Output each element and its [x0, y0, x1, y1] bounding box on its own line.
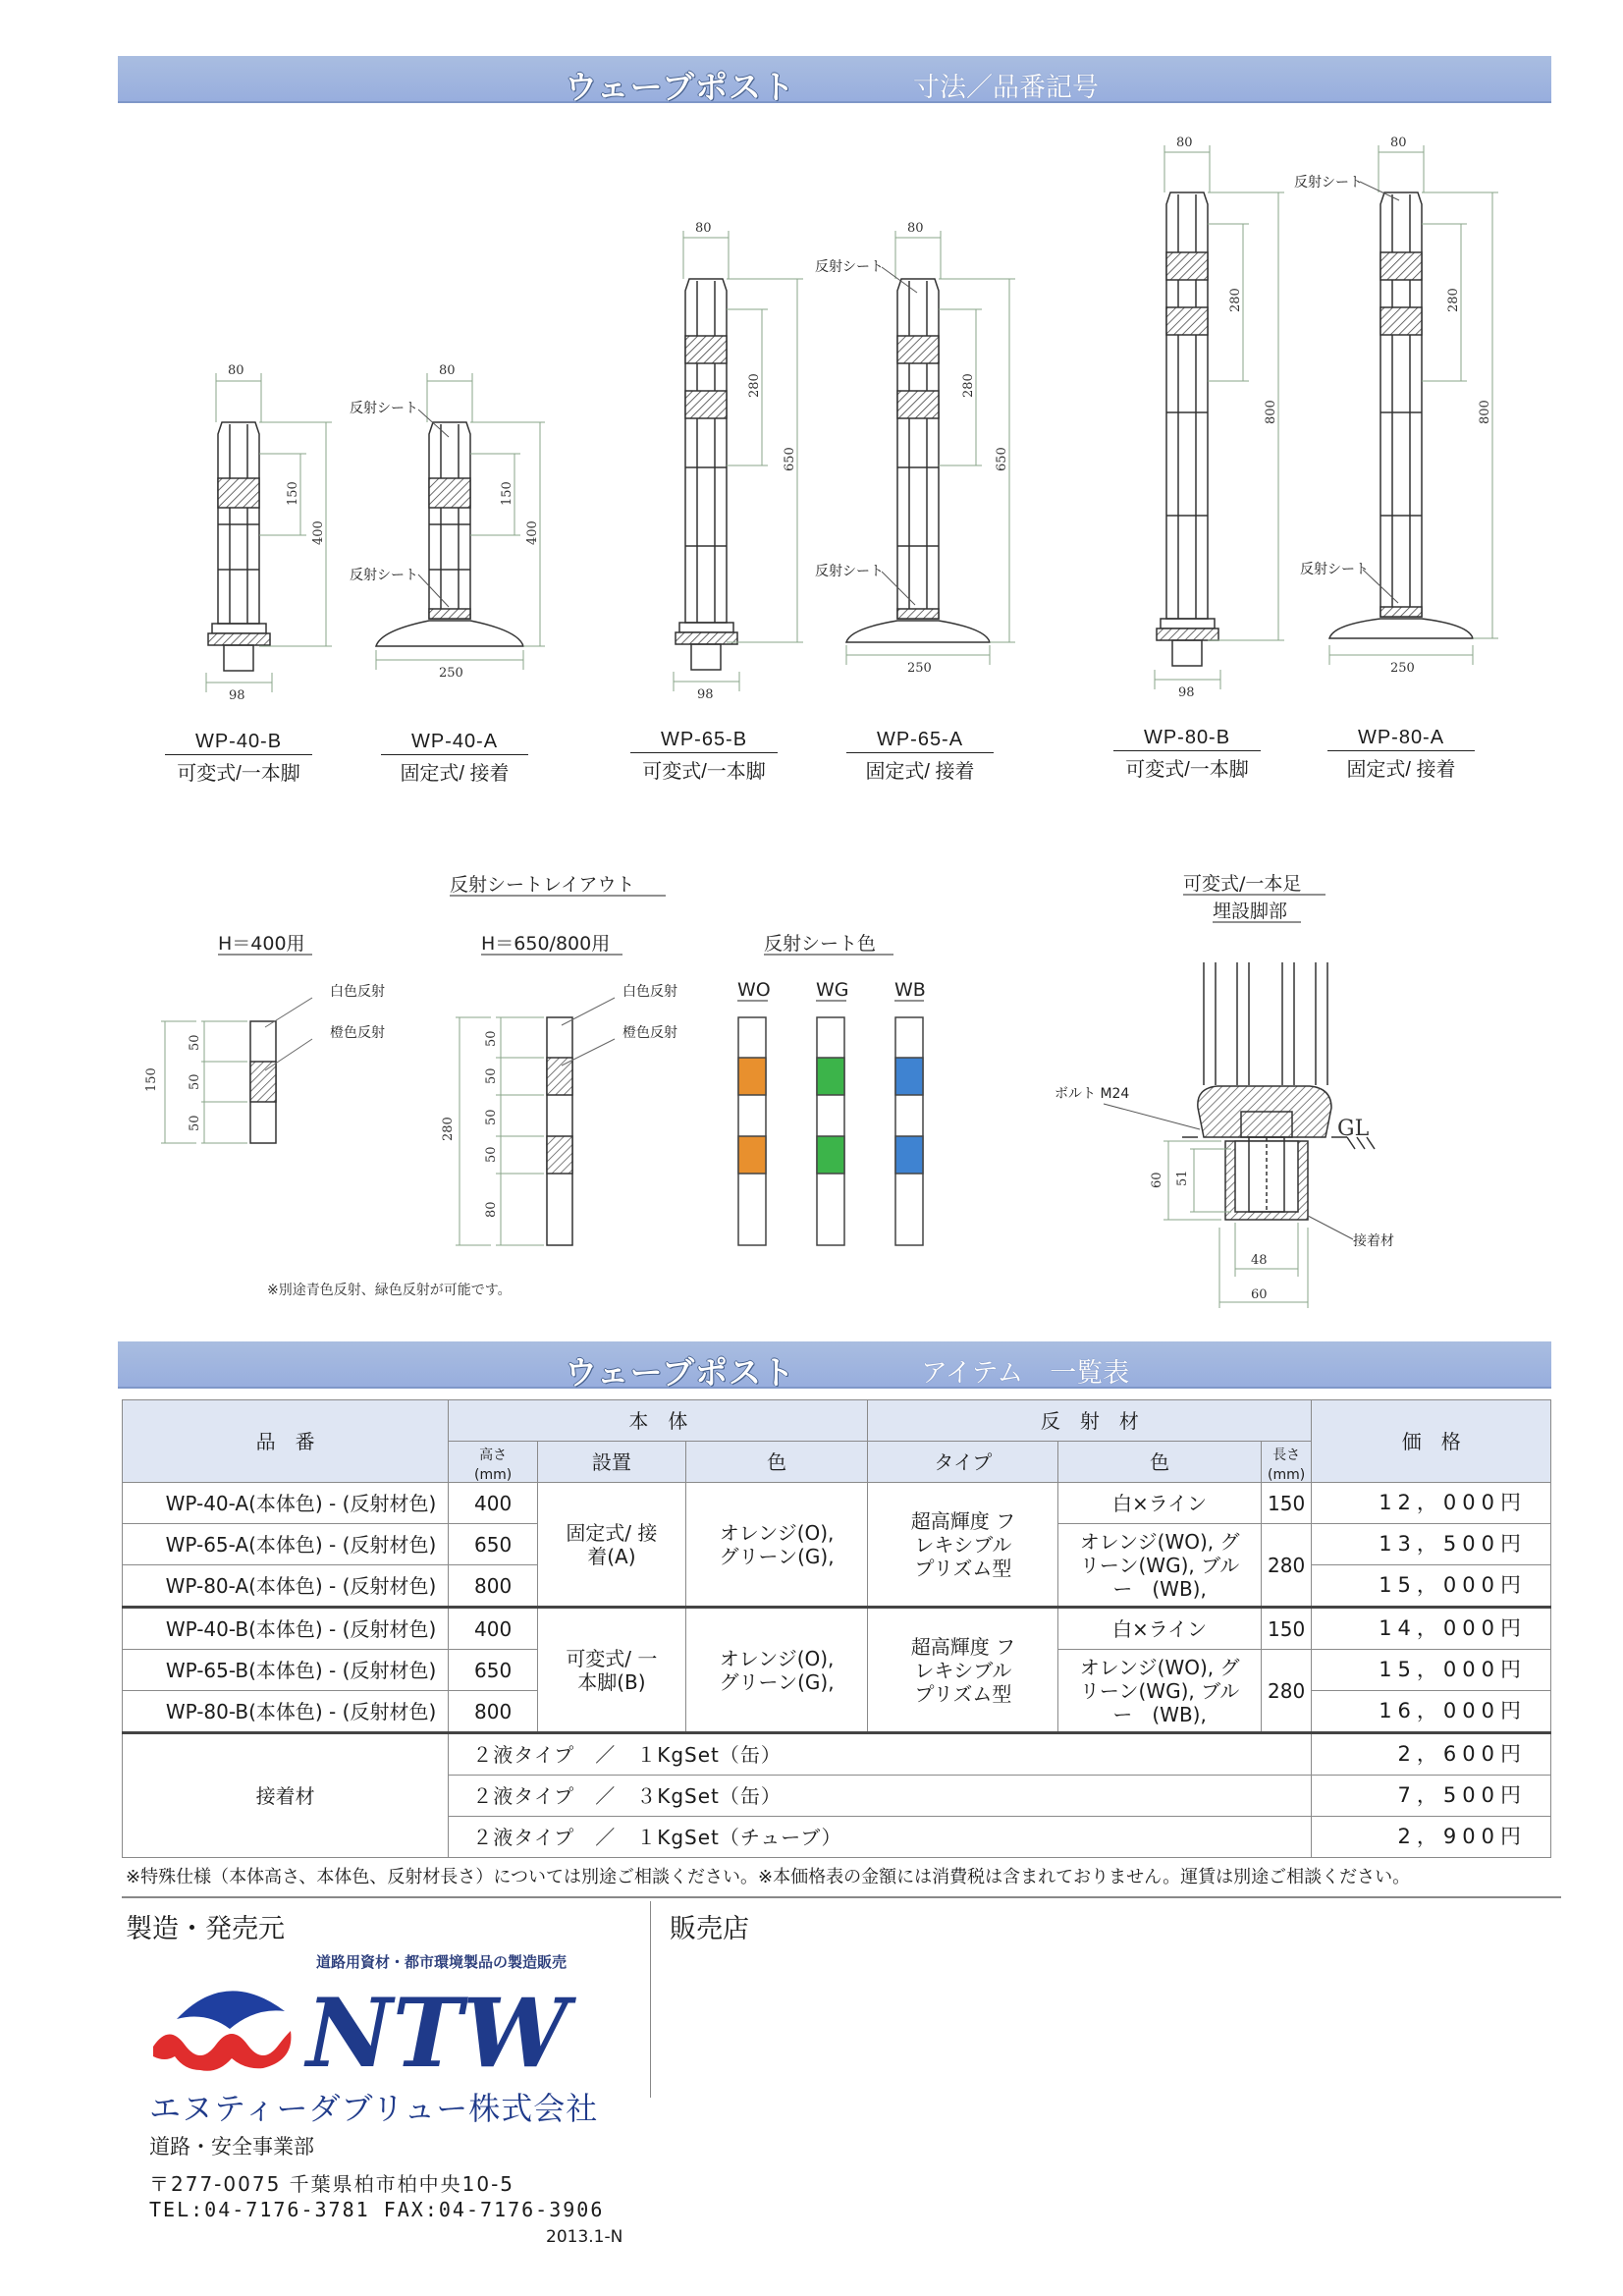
post-wp-65-b-drawing — [676, 279, 737, 670]
company-tagline: 道路用資材・都市環境製品の製造販売 — [316, 1953, 568, 1971]
post-label-wp-65-a — [846, 729, 994, 784]
color-code-wb: WB — [894, 979, 926, 1001]
logo-text: NTW — [306, 1978, 568, 2080]
dim-w98: 98 — [229, 688, 245, 703]
post-desc: 固定式/ 接着 — [400, 763, 510, 785]
bolt-label: ボルト M24 — [1055, 1086, 1130, 1102]
post-code: WP-40-A — [381, 731, 528, 755]
reflective-sheet-label: 反射シート — [1294, 175, 1363, 191]
reflector-length: 150 — [1261, 1483, 1312, 1524]
item-code: WP-40-A(本体色) - (反射材色) — [123, 1483, 449, 1524]
table-row — [123, 1733, 1551, 1776]
layout-title: 反射シートレイアウト — [450, 874, 635, 896]
table-row — [123, 1483, 1551, 1524]
color-band-wb-1 — [895, 1058, 923, 1095]
adhesive-desc: ２液タイプ ／ １KgSet（チューブ） — [449, 1817, 1312, 1858]
dim-w80: 80 — [907, 221, 924, 236]
company-address: 〒277-0075 千葉県柏市柏中央10-5 — [149, 2172, 515, 2196]
item-color: オレンジ(O), グリーン(G), — [685, 1608, 868, 1733]
dim-48: 48 — [1251, 1253, 1268, 1268]
item-price: 14，000円 — [1312, 1608, 1551, 1650]
dim-50: 50 — [188, 1034, 202, 1051]
division-name: 道路・安全事業部 — [149, 2135, 314, 2159]
item-color: オレンジ(O), グリーン(G), — [685, 1483, 868, 1608]
dim-150: 150 — [144, 1067, 159, 1092]
header-install: 設置 — [538, 1442, 686, 1483]
item-price: 16，000円 — [1312, 1691, 1551, 1733]
header-height-label: 高さ — [479, 1447, 508, 1463]
gl-label: GL — [1337, 1117, 1370, 1141]
reflector-color-white: 白×ライン — [1058, 1608, 1261, 1650]
dim-50: 50 — [484, 1067, 499, 1084]
item-code: WP-80-A(本体色) - (反射材色) — [123, 1565, 449, 1608]
adhesive-price: 2，900円 — [1312, 1817, 1551, 1858]
item-price: 13，500円 — [1312, 1524, 1551, 1565]
post-label-wp-40-a — [381, 731, 528, 786]
section-header-dimensions — [118, 56, 1551, 106]
section-subtitle: アイテム 一覧表 — [921, 1358, 1130, 1389]
color-band-wg-2 — [817, 1136, 844, 1174]
foot-title: 可変式/一本足 — [1183, 873, 1302, 895]
post-label-wp-40-b — [165, 731, 312, 786]
header-reflector: 反 射 材 — [868, 1400, 1312, 1442]
dim-w98: 98 — [1178, 685, 1195, 700]
dim-60b: 60 — [1251, 1287, 1268, 1302]
post-desc: 固定式/ 接着 — [865, 761, 975, 783]
dim-w98: 98 — [697, 687, 714, 702]
reflective-sheet-label: 反射シート — [350, 401, 418, 416]
header-code: 品 番 — [123, 1400, 449, 1483]
section-title: ウェーブポスト — [565, 68, 796, 106]
dim-51: 51 — [1175, 1170, 1190, 1186]
adhesive-desc: ２液タイプ ／ １KgSet（缶） — [449, 1733, 1312, 1776]
price-table — [122, 1399, 1551, 1858]
layout-note: ※別途青色反射、緑色反射が可能です。 — [267, 1283, 512, 1298]
white-reflect-label: 白色反射 — [330, 984, 385, 1000]
dim-h150: 150 — [500, 481, 514, 506]
table-row — [123, 1608, 1551, 1650]
adhesive-price: 7，500円 — [1312, 1776, 1551, 1817]
item-height: 400 — [449, 1608, 538, 1650]
reflector-length: 150 — [1261, 1608, 1312, 1650]
item-height: 650 — [449, 1524, 538, 1565]
dim-w80: 80 — [695, 221, 712, 236]
post-desc: 可変式/一本脚 — [642, 761, 766, 783]
post-wp-65-a-drawing — [846, 279, 990, 642]
colors-title: 反射シート色 — [764, 933, 877, 955]
header-length-unit: (mm) — [1268, 1466, 1306, 1483]
dim-h280: 280 — [747, 373, 762, 398]
reflective-sheet-label: 反射シート — [1300, 562, 1369, 577]
dim-h800: 800 — [1264, 400, 1278, 424]
item-price: 12，000円 — [1312, 1483, 1551, 1524]
dim-w250: 250 — [439, 666, 463, 681]
post-desc: 可変式/一本脚 — [1125, 759, 1249, 781]
orange-reflect-label: 橙色反射 — [622, 1025, 677, 1041]
strip-wo — [738, 1017, 766, 1245]
footer-divider — [122, 1896, 1561, 1898]
strip-wb — [895, 1017, 923, 1245]
dim-60: 60 — [1150, 1172, 1164, 1188]
post-desc: 可変式/一本脚 — [177, 763, 300, 785]
header-height — [449, 1442, 538, 1483]
header-price: 価 格 — [1312, 1400, 1551, 1483]
post-label-wp-65-b — [630, 729, 778, 784]
dim-50: 50 — [484, 1030, 499, 1047]
dim-w80: 80 — [1390, 136, 1407, 150]
item-code: WP-65-B(本体色) - (反射材色) — [123, 1650, 449, 1691]
dim-50: 50 — [484, 1146, 499, 1163]
dim-w250: 250 — [907, 661, 932, 676]
dim-w250: 250 — [1390, 661, 1415, 676]
dim-80: 80 — [484, 1201, 499, 1218]
foot-cross-section — [1182, 962, 1375, 1220]
post-wp-40-b-drawing — [208, 422, 270, 671]
reflector-length: 280 — [1261, 1650, 1312, 1733]
color-code-wg: WG — [816, 979, 849, 1001]
post-code: WP-65-A — [846, 729, 994, 753]
header-body: 本 体 — [449, 1400, 868, 1442]
reflective-sheet-label: 反射シート — [815, 564, 884, 579]
adhesive-desc: ２液タイプ ／ ３KgSet（缶） — [449, 1776, 1312, 1817]
reflective-sheet-label: 反射シート — [350, 568, 418, 583]
color-band-wo-2 — [738, 1136, 766, 1174]
item-code: WP-80-B(本体色) - (反射材色) — [123, 1691, 449, 1733]
adhesive-label: 接着材 — [1353, 1233, 1394, 1249]
dim-h150: 150 — [286, 481, 300, 506]
post-code: WP-65-B — [630, 729, 778, 753]
strip-wg — [817, 1017, 844, 1245]
reflector-length: 280 — [1261, 1524, 1312, 1608]
header-type: タイプ — [868, 1442, 1058, 1483]
header-rcolor: 色 — [1058, 1442, 1261, 1483]
item-height: 400 — [449, 1483, 538, 1524]
adhesive-label: 接着材 — [123, 1733, 449, 1858]
special-spec-note: ※特殊仕様（本体高さ、本体色、反射材長さ）については別途ご相談ください。※本価格表の金額には消費税は含まれておりません。運賃は別途ご相談ください。 — [126, 1867, 1411, 1887]
post-desc: 固定式/ 接着 — [1346, 759, 1456, 781]
reflector-type: 超高輝度 フレキシブル プリズム型 — [868, 1483, 1058, 1608]
white-reflect-label: 白色反射 — [622, 984, 677, 1000]
company-name: エヌティーダブリュー株式会社 — [149, 2090, 599, 2127]
reflector-color-options: オレンジ(WO), グリーン(WG), ブルー (WB), — [1058, 1524, 1261, 1608]
dim-50: 50 — [484, 1109, 499, 1125]
dealer-label: 販売店 — [670, 1914, 749, 1944]
item-install: 固定式/ 接着(A) — [538, 1483, 686, 1608]
ntw-logo — [147, 1972, 599, 2080]
dim-h650: 650 — [783, 447, 797, 471]
header-length-label: 長さ — [1272, 1447, 1301, 1463]
header-color: 色 — [685, 1442, 868, 1483]
foot-subtitle: 埋設脚部 — [1213, 901, 1288, 922]
color-band-wo-1 — [738, 1058, 766, 1095]
post-label-wp-80-a — [1327, 727, 1475, 782]
item-height: 800 — [449, 1565, 538, 1608]
dim-w80: 80 — [1176, 136, 1193, 150]
header-height-unit: (mm) — [474, 1466, 513, 1483]
post-wp-40-a-drawing — [376, 422, 523, 646]
dim-h400: 400 — [311, 520, 326, 545]
post-code: WP-40-B — [165, 731, 312, 755]
item-price: 15，000円 — [1312, 1650, 1551, 1691]
dim-280: 280 — [441, 1117, 456, 1141]
item-height: 800 — [449, 1691, 538, 1733]
maker-label: 製造・発売元 — [126, 1914, 285, 1944]
company-tel-fax: TEL:04-7176-3781 FAX:04-7176-3906 — [149, 2198, 605, 2221]
dim-h650: 650 — [995, 447, 1009, 471]
dim-h800: 800 — [1478, 400, 1492, 424]
post-code: WP-80-B — [1113, 727, 1261, 751]
item-code: WP-65-A(本体色) - (反射材色) — [123, 1524, 449, 1565]
section-subtitle: 寸法／品番記号 — [913, 73, 1099, 103]
section-title: ウェーブポスト — [565, 1353, 796, 1392]
item-install: 可変式/ 一本脚(B) — [538, 1608, 686, 1733]
section-header-items — [118, 1341, 1551, 1392]
adhesive-price: 2，600円 — [1312, 1733, 1551, 1776]
dim-w80: 80 — [439, 363, 456, 378]
reflector-color-options: オレンジ(WO), グリーン(WG), ブルー (WB), — [1058, 1650, 1261, 1733]
dim-h280: 280 — [1228, 288, 1243, 312]
dim-w80: 80 — [228, 363, 244, 378]
dim-50: 50 — [188, 1073, 202, 1090]
item-price: 15，000円 — [1312, 1565, 1551, 1608]
color-code-wo: WO — [737, 979, 771, 1001]
reflective-sheet-label: 反射シート — [815, 259, 884, 275]
header-length — [1261, 1442, 1312, 1483]
reflector-type: 超高輝度 フレキシブル プリズム型 — [868, 1608, 1058, 1733]
document-version: 2013.1-N — [546, 2227, 623, 2247]
item-height: 650 — [449, 1650, 538, 1691]
dim-h280: 280 — [961, 373, 976, 398]
dim-50: 50 — [188, 1115, 202, 1131]
footer-vertical-divider — [650, 1901, 651, 2098]
dim-h400: 400 — [525, 520, 540, 545]
layout-h650-title: H＝650/800用 — [481, 933, 611, 955]
post-label-wp-80-b — [1113, 727, 1261, 782]
dim-h280: 280 — [1446, 288, 1461, 312]
post-wp-80-b-drawing — [1157, 192, 1218, 666]
color-band-wg-1 — [817, 1058, 844, 1095]
layout-h400-title: H＝400用 — [218, 933, 305, 955]
orange-reflect-label: 橙色反射 — [330, 1025, 385, 1041]
reflective-layout-drawings — [0, 854, 1623, 1326]
item-code: WP-40-B(本体色) - (反射材色) — [123, 1608, 449, 1650]
post-code: WP-80-A — [1327, 727, 1475, 751]
color-band-wb-2 — [895, 1136, 923, 1174]
reflector-color-white: 白×ライン — [1058, 1483, 1261, 1524]
